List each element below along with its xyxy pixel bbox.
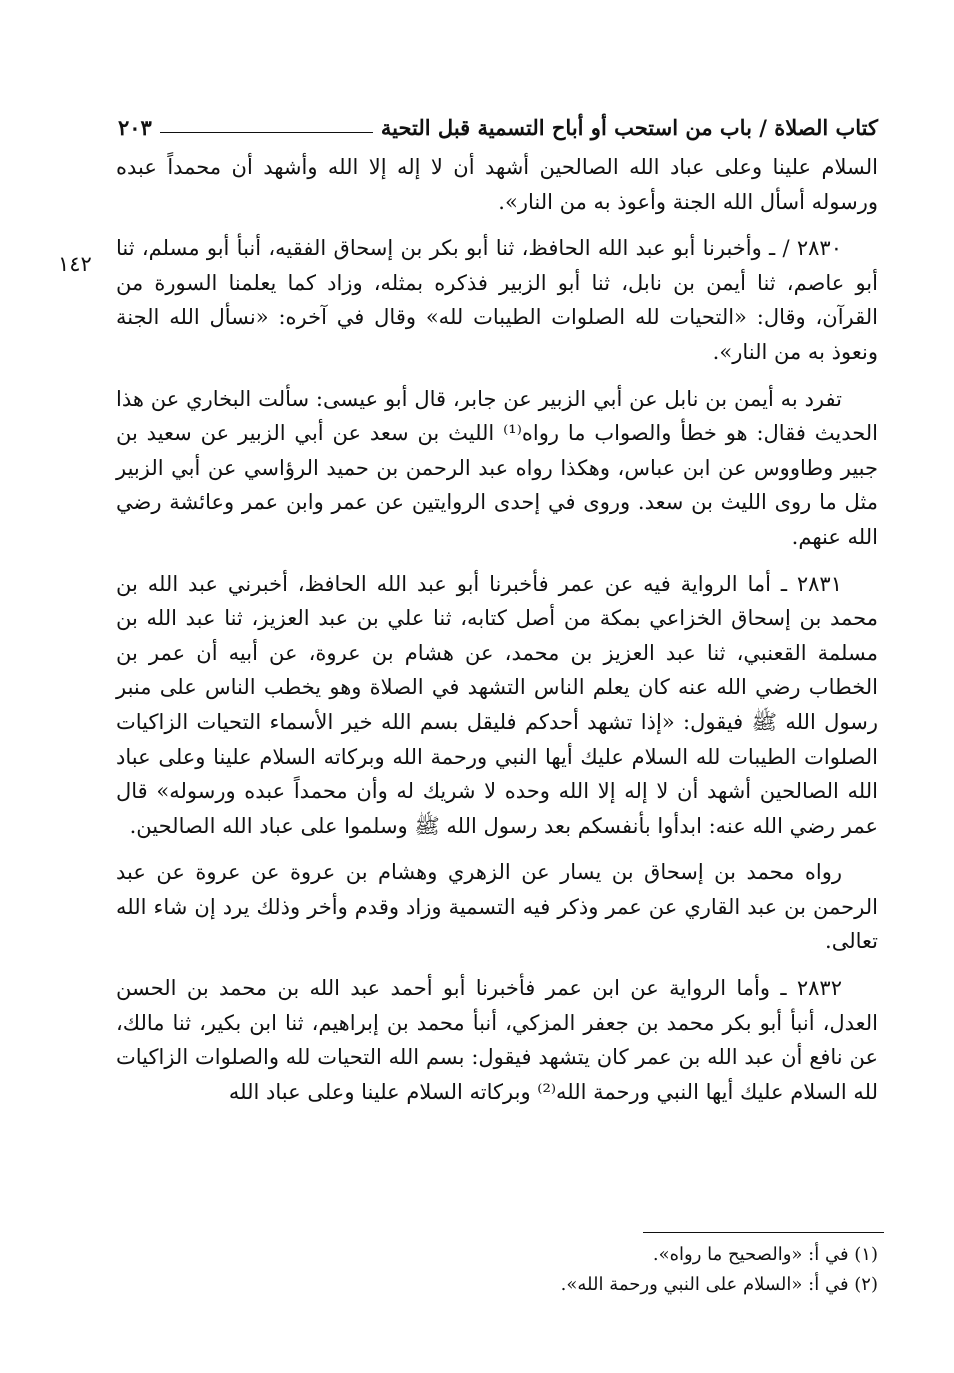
paragraph-continuation: السلام علينا وعلى عباد الله الصالحين أشهد أن لا إله إلا الله وأشهد أن محمداً عبده ورسوله أسأل الله الجنة وأعوذ به من النار». (116, 155, 878, 214)
paragraph-hadith-2830: ٢٨٣٠ / ـ وأخبرنا أبو عبد الله الحافظ، ثنا أبو بكر بن إسحاق الفقيه، أنبأ أبو مسلم، ثنا أبو عاصم، ثنا أيمن بن نابل، ثنا أبو الزبير فذكره بمثله، وزاد كما يعلمنا السورة من القرآن، وقال: «التحيات لله الصلوات الطيبات لله» وقال في آخره: «نسأل الله الجنة ونعوذ به من النار». (116, 236, 878, 364)
main-text (116, 150, 878, 1109)
paragraph-hadith-2832: ٢٨٣٢ ـ وأما الرواية عن ابن عمر فأخبرنا أبو أحمد عبد الله بن محمد بن الحسن العدل، أنبأ أبو بكر محمد بن جعفر المزكي، أنبأ محمد بن إبراهيم، ثنا ابن بكير، ثنا مالك، عن نافع أن عبد الله بن عمر كان يتشهد فيقول: بسم الله التحيات لله والصلوات الزاكيات لله السلام عليك أيها النبي ورحمة الله⁽²⁾ وبركاته السلام علينا وعلى عباد الله (116, 976, 878, 1104)
footnote-2: (٢) في أ: «السلام على النبي ورحمة الله». (560, 1274, 878, 1295)
footnote-1: (١) في أ: «والصحيح ما رواه». (652, 1244, 878, 1265)
paragraph-commentary: تفرد به أيمن بن نابل عن أبي الزبير عن جابر، قال أبو عيسى: سألت البخاري عن هذا الحديث فقال: هو خطأ والصواب ما رواه⁽¹⁾ الليث بن سعد عن أبي الزبير عن سعيد بن جبير وطاووس عن ابن عباس، وهكذا رواه عبد الرحمن بن حميد الرؤاسي عن أبي الزبير مثل ما روى الليث بن سعد. وروى في إحدى الروايتين عن عمر وابن عمر وعائشة رضي الله عنهم. (116, 386, 878, 549)
paragraph-hadith-2831: ٢٨٣١ ـ أما الرواية فيه عن عمر فأخبرنا أبو عبد الله الحافظ، أخبرني عبد الله بن محمد بن إسحاق الخزاعي بمكة من أصل كتابه، ثنا علي بن عبد العزيز، ثنا عبد الله بن مسلمة القعنبي، ثنا عبد العزيز بن محمد، عن هشام بن عروة، عن أبيه أن عمر بن الخطاب رضي الله عنه كان يعلم الناس التشهد في الصلاة وهو يخطب الناس على منبر رسول الله ﷺ فيقول: «إذا تشهد أحدكم فليقل بسم الله خير الأسماء التحيات الزاكيات الصلوات الطيبات لله السلام عليك أيها النبي ورحمة الله وبركاته السلام علينا وعلى عباد الله الصالحين أشهد أن لا إله إلا الله وحده لا شريك له وأن محمداً عبده ورسوله» قال عمر رضي الله عنه: ابدأوا بأنفسكم بعد رسول الله ﷺ وسلموا على عباد الله الصالحين. (116, 571, 878, 838)
page-number: ٢٠٣ (118, 115, 152, 140)
margin-reference-number: ١٤٢ (58, 252, 92, 276)
header-title: كتاب الصلاة / باب من استحب أو أباح التسمية قبل التحية (380, 115, 878, 140)
running-header (118, 100, 878, 140)
footnotes (116, 1240, 878, 1300)
footnote-divider (643, 1232, 884, 1233)
paragraph-narration-note: رواه محمد بن إسحاق بن يسار عن الزهري وهشام بن عروة عن عروة عن عبد الرحمن بن عبد القاري عن عمر وذكر فيه التسمية وزاد وقدم وأخر وذلك يرد إن شاء الله تعالى. (116, 860, 878, 954)
header-rule (160, 132, 373, 133)
